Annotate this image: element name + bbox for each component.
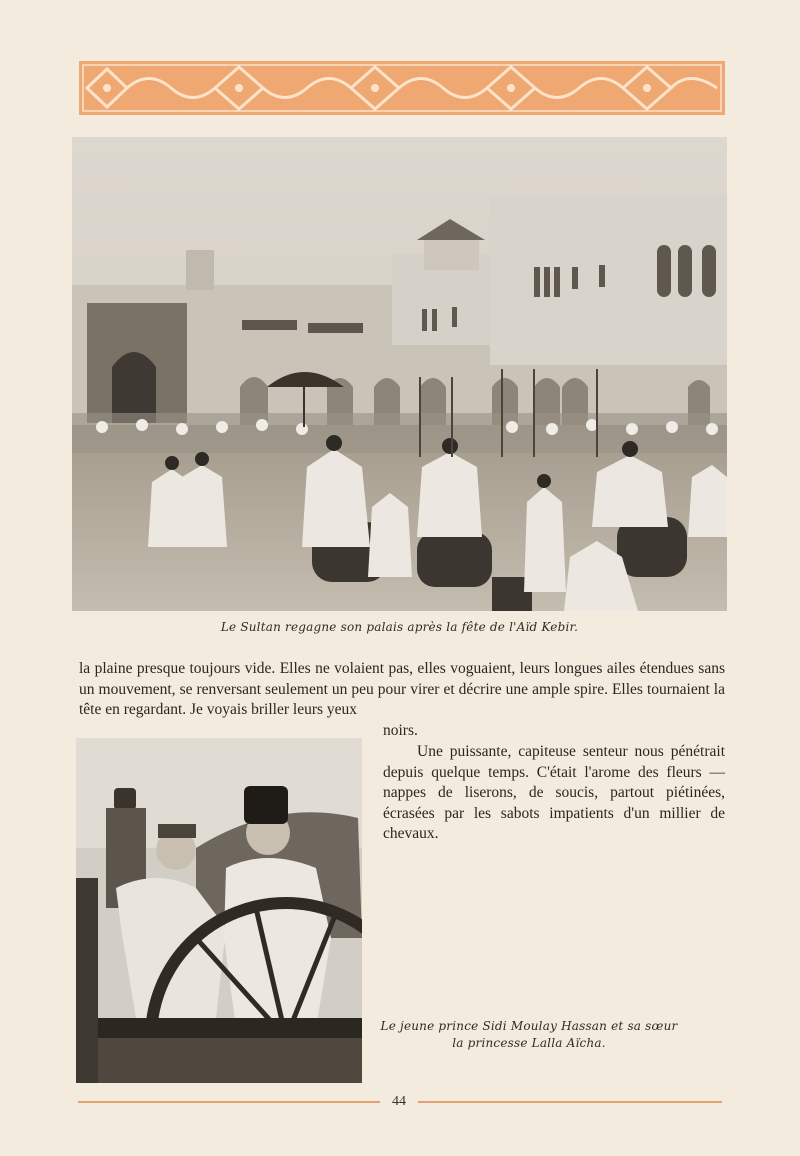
paragraph-2 — [383, 742, 725, 845]
caption-bottom-line-2: la princesse Lalla Aïcha. — [452, 1036, 606, 1050]
paragraph-1: la plaine presque toujours vide. Elles ne volaient pas, elles voguaient, leurs longues ailes étendues sans un mouvement, se renversant seulement un peu pour virer et décrire une ample spire. Elles tournaient la tête en regardant. Je voyais briller leurs yeux — [79, 660, 725, 719]
ornamental-banner — [79, 61, 725, 115]
caption-bottom-line-1: Le jeune prince Sidi Moulay Hassan et sa sœur — [380, 1019, 678, 1033]
footer-rule-right — [418, 1101, 722, 1103]
caption-top-photo: Le Sultan regagne son palais après la fête de l'Aïd Kebir. — [220, 620, 579, 634]
footer-rule-left — [78, 1101, 380, 1103]
page-number: 44 — [392, 1094, 406, 1109]
paragraph-1-end: noirs. — [383, 722, 418, 739]
paragraph-2-text: Une puissante, capiteuse senteur nous pénétrait depuis quelque temps. C'était l'arome des fleurs — nappes de liserons, de soucis, partout piétinées, écrasées par les sabots impatients d'un millier de chevaux. — [383, 743, 725, 843]
photo-prince-and-princess — [76, 738, 362, 1083]
photo-sultan-procession — [72, 137, 727, 611]
caption-bottom-photo — [370, 1018, 688, 1052]
